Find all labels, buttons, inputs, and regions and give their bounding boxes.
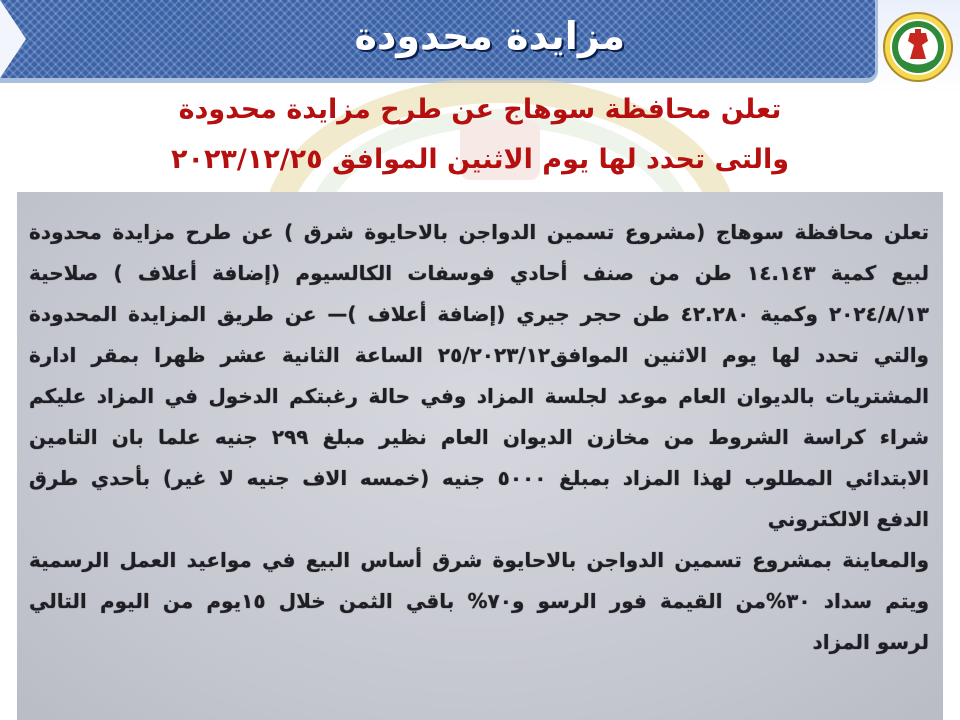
page-title: مزايدة محدودة <box>354 14 625 58</box>
announcement-line: والتي تحدد لها يوم الاثنين الموافق٢٥/٢٠٢٣/١٢ الساعة الثانية عشر ظهرا بمقر ادارة <box>29 343 929 367</box>
headline-date: والتى تحدد لها يوم الاثنين الموافق ٢٠٢٣/١٢/٢٥ <box>170 144 789 175</box>
title-banner <box>0 0 878 83</box>
announcement-line: تعلن محافظة سوهاج (مشروع تسمين الدواجن بالاحايوة شرق ) عن طرح مزايدة محدودة <box>29 220 929 244</box>
announcement-line: ٢٠٢٤/٨/١٣ وكمية ٤٢.٢٨٠ طن حجر جيري (إضافة أعلاف )— عن طريق المزايدة المحدودة <box>29 302 929 326</box>
announcement-text <box>29 212 929 663</box>
announcement-line: لبيع كمية ١٤.١٤٣ طن من صنف أحادي فوسفات الكالسيوم (إضافة أعلاف ) صلاحية <box>29 261 929 285</box>
announcement-line: الدفع الالكتروني <box>767 507 929 531</box>
announcement-line: ويتم سداد ٣٠%من القيمة فور الرسو و٧٠% باقي الثمن خلال ١٥يوم من اليوم التالي <box>29 589 929 613</box>
announcement-line: الابتدائي المطلوب لهذا المزاد بمبلغ ٥٠٠٠ جنيه (خمسه الاف جنيه لا غير) بأحدي طرق <box>29 466 929 490</box>
headline-announcement: تعلن محافظة سوهاج عن طرح مزايدة محدودة <box>178 94 782 125</box>
scanned-announcement <box>17 192 943 720</box>
announcement-line: المشتريات بالديوان العام موعد لجلسة المزاد وفي حالة رغبتكم الدخول في المزاد عليكم <box>29 384 929 408</box>
announcement-line: شراء كراسة الشروط من مخازن الديوان العام نظير مبلغ ٢٩٩ جنيه علما بان التامين <box>29 425 929 449</box>
announcement-line: لرسو المزاد <box>812 630 929 654</box>
governorate-seal-icon <box>882 11 954 83</box>
announcement-line: والمعاينة بمشروع تسمين الدواجن بالاحايوة شرق أساس البيع في مواعيد العمل الرسمية <box>29 548 929 572</box>
